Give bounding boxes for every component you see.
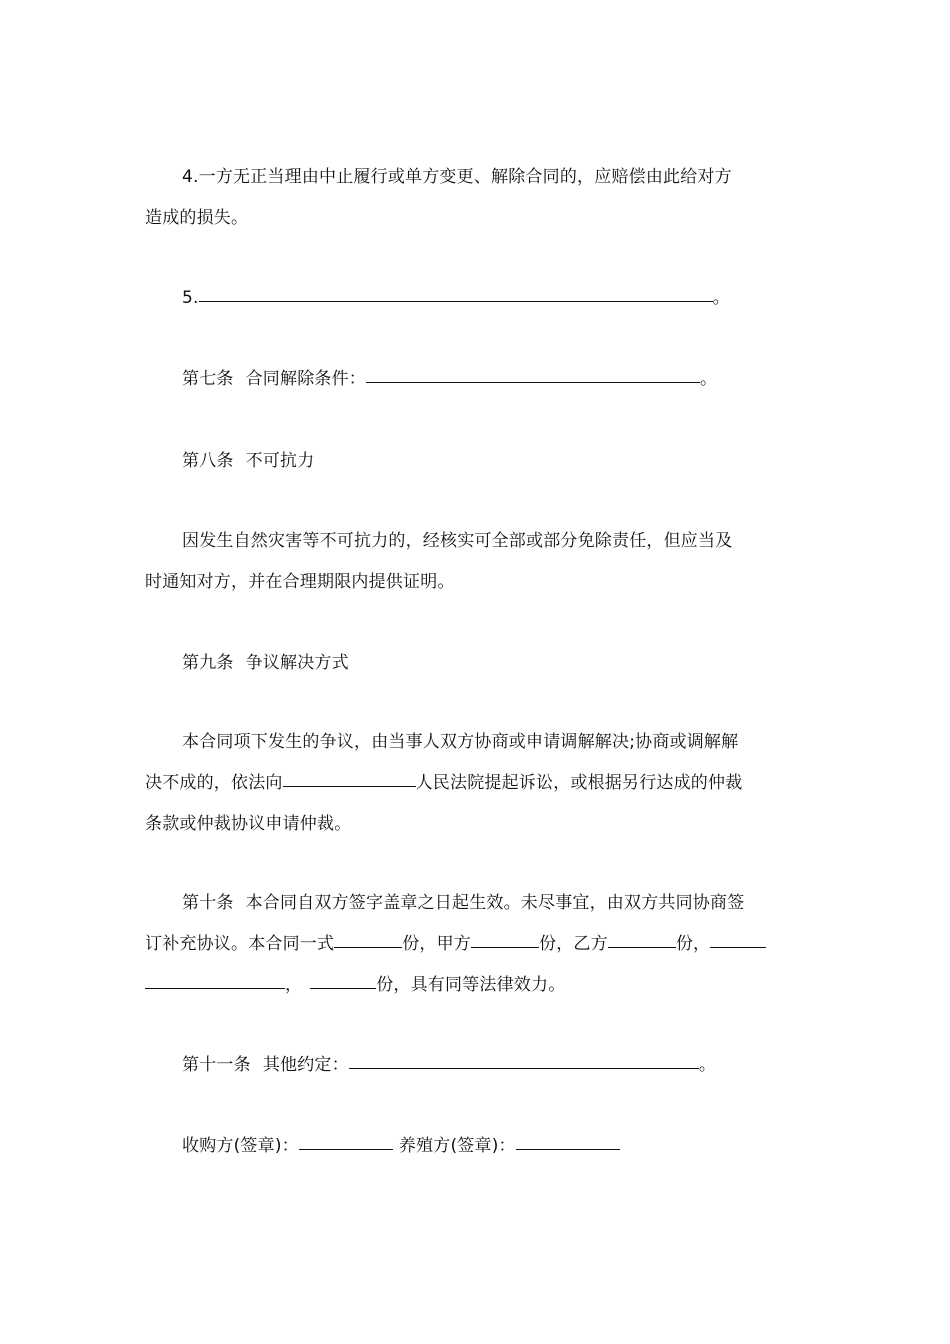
clause-9-body-line-2a: 决不成的，依法向 bbox=[145, 773, 283, 793]
clause-7-article: 第七条 bbox=[182, 369, 234, 389]
copies-party-a-blank[interactable] bbox=[471, 946, 539, 948]
clause-10-article: 第十条 bbox=[182, 893, 234, 913]
item-5-suffix: 。 bbox=[712, 288, 730, 308]
clause-8-body-line-2: 时通知对方，并在合理期限内提供证明。 bbox=[145, 572, 455, 592]
clause-8-body-line-1: 因发生自然灾害等不可抗力的，经核实可全部或部分免除责任，但应当及 bbox=[182, 531, 733, 551]
other-holder-blank-part-1[interactable] bbox=[710, 946, 766, 948]
clause-9-heading bbox=[145, 643, 810, 684]
clause-7-blank[interactable] bbox=[366, 381, 700, 383]
clause-10-line-3a: ， bbox=[285, 975, 303, 995]
clause-8-article: 第八条 bbox=[182, 451, 234, 471]
clause-8-body bbox=[145, 521, 810, 603]
breeder-signature-label: 养殖方(签章)： bbox=[398, 1136, 516, 1156]
copies-party-b-blank[interactable] bbox=[608, 946, 676, 948]
other-holder-blank-part-2[interactable] bbox=[145, 987, 285, 989]
clause-11 bbox=[145, 1045, 810, 1086]
clause-9-body-line-2b: 人民法院提起诉讼，或根据另行达成的仲裁 bbox=[415, 773, 743, 793]
item-5-prefix: 5. bbox=[182, 288, 199, 308]
copies-other-blank[interactable] bbox=[310, 987, 376, 989]
clause-7 bbox=[145, 359, 810, 400]
copies-total-blank[interactable] bbox=[334, 946, 402, 948]
breeder-signature-blank[interactable] bbox=[516, 1148, 620, 1150]
clause-11-title: 其他约定： bbox=[262, 1055, 349, 1075]
clause-11-article: 第十一条 bbox=[182, 1055, 251, 1075]
clause-9-title: 争议解决方式 bbox=[245, 653, 349, 673]
clause-9-body bbox=[145, 722, 810, 845]
item-4-line-1: 4.一方无正当理由中止履行或单方变更、解除合同的，应赔偿由此给对方 bbox=[182, 167, 732, 187]
signature-line bbox=[145, 1126, 810, 1167]
buyer-signature-blank[interactable] bbox=[299, 1148, 393, 1150]
clause-10-line-2d: 份， bbox=[675, 934, 711, 954]
clause-10-line-2a: 订补充协议。本合同一式 bbox=[145, 934, 335, 954]
clause-9-article: 第九条 bbox=[182, 653, 234, 673]
clause-10-line-2b: 份，甲方 bbox=[402, 934, 472, 954]
item-4-line-2: 造成的损失。 bbox=[145, 208, 249, 228]
clause-11-suffix: 。 bbox=[698, 1055, 717, 1075]
clause-10-line-1: 本合同自双方签字盖章之日起生效。未尽事宜，由双方共同协商签 bbox=[245, 893, 745, 913]
clause-8-title: 不可抗力 bbox=[245, 451, 315, 471]
court-name-blank[interactable] bbox=[283, 785, 416, 787]
clause-6-item-5 bbox=[145, 278, 810, 319]
clause-6-item-4 bbox=[145, 157, 810, 239]
item-5-blank[interactable] bbox=[199, 300, 713, 302]
clause-7-title: 合同解除条件： bbox=[245, 369, 367, 389]
clause-10 bbox=[145, 883, 810, 1006]
other-terms-blank[interactable] bbox=[349, 1067, 699, 1069]
clause-10-line-3b: 份，具有同等法律效力。 bbox=[376, 975, 566, 995]
clause-7-suffix: 。 bbox=[700, 369, 718, 389]
clause-9-body-line-1: 本合同项下发生的争议，由当事人双方协商或申请调解解决;协商或调解解 bbox=[182, 732, 739, 752]
clause-9-body-line-3: 条款或仲裁协议申请仲裁。 bbox=[145, 814, 352, 834]
clause-10-line-2c: 份，乙方 bbox=[539, 934, 608, 954]
clause-8-heading bbox=[145, 441, 810, 482]
buyer-signature-label: 收购方(签章)： bbox=[182, 1136, 299, 1156]
